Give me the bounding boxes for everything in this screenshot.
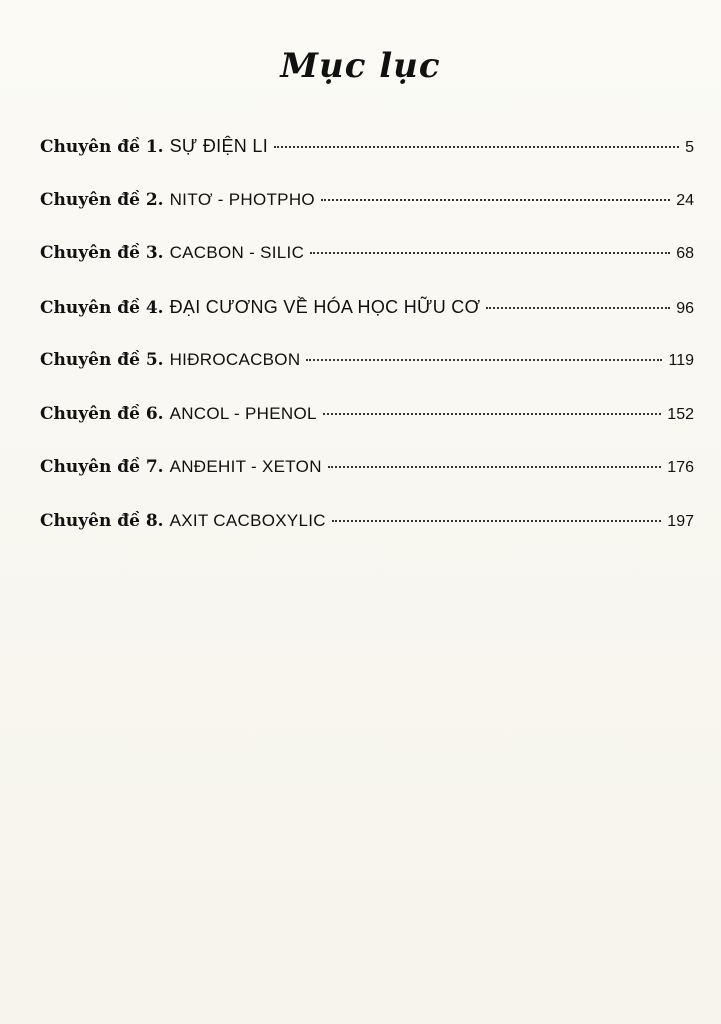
chapter-title: HIĐROCACBON <box>169 350 301 369</box>
dot-leader <box>328 466 662 468</box>
chapter-label: Chuyên đề 5. <box>40 350 164 370</box>
toc-entry-7[interactable] <box>40 457 694 487</box>
chapter-title: SỰ ĐIỆN LI <box>169 136 268 156</box>
toc-entry-2[interactable] <box>40 190 694 220</box>
toc-entry-5[interactable] <box>40 350 694 380</box>
toc-entry-4[interactable] <box>40 297 694 327</box>
page-number: 197 <box>667 512 694 530</box>
chapter-label: Chuyên đề 7. <box>40 457 164 477</box>
chapter-label: Chuyên đề 3. <box>40 243 164 263</box>
page-number: 5 <box>685 139 694 156</box>
page-number: 119 <box>668 352 694 369</box>
chapter-label: Chuyên đề 1. <box>40 137 164 157</box>
dot-leader <box>486 307 670 309</box>
chapter-label: Chuyên đề 2. <box>40 189 164 210</box>
chapter-title: AXIT CACBOXYLIC <box>169 510 326 530</box>
page-title: Mục lục <box>280 46 441 86</box>
toc-entry-1[interactable] <box>40 136 694 166</box>
chapter-label: Chuyên đề 4. <box>40 297 164 318</box>
page-number: 96 <box>676 299 694 317</box>
dot-leader <box>310 252 670 254</box>
toc-entry-3[interactable] <box>40 243 694 273</box>
table-of-contents <box>40 136 694 564</box>
page-number: 176 <box>667 459 694 476</box>
chapter-title: ĐẠI CƯƠNG VỀ HÓA HỌC HỮU CƠ <box>169 296 481 317</box>
dot-leader <box>274 146 679 148</box>
dot-leader <box>321 199 670 201</box>
page-number: 24 <box>676 191 694 209</box>
page-number: 152 <box>667 405 694 423</box>
chapter-title: ANĐEHIT - XETON <box>169 457 322 476</box>
toc-entry-8[interactable] <box>40 511 694 541</box>
dot-leader <box>332 520 661 522</box>
chapter-title: ANCOL - PHENOL <box>169 403 317 423</box>
chapter-label: Chuyên đề 8. <box>40 510 164 531</box>
chapter-title: CACBON - SILIC <box>169 243 305 262</box>
toc-entry-6[interactable] <box>40 404 694 434</box>
chapter-title: NITƠ - PHOTPHO <box>169 189 315 209</box>
dot-leader <box>323 413 662 415</box>
dot-leader <box>306 359 662 361</box>
page-number: 68 <box>676 245 694 262</box>
chapter-label: Chuyên đề 6. <box>40 403 164 424</box>
